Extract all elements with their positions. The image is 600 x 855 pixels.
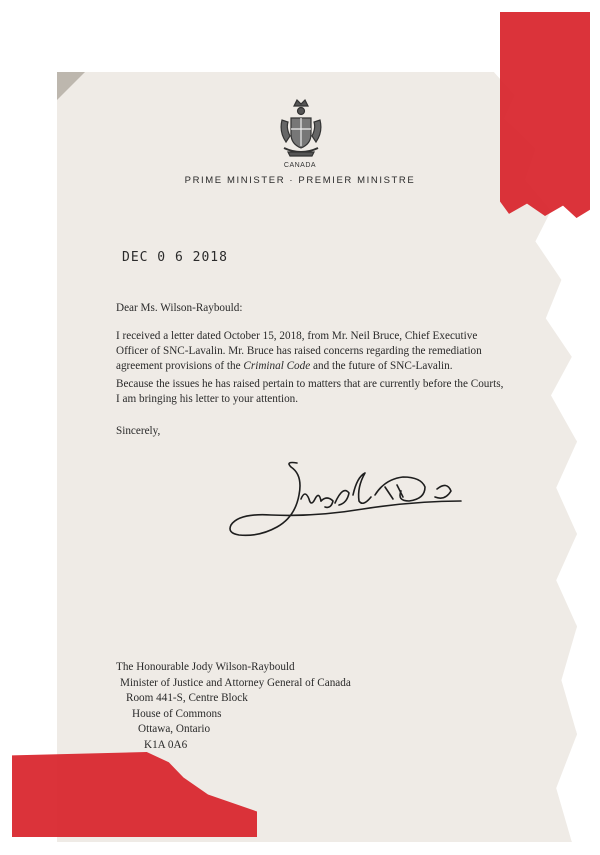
red-tape-top — [500, 12, 590, 218]
address-line-4: House of Commons — [132, 707, 222, 720]
criminal-code-italic: Criminal Code — [243, 360, 311, 372]
address-line-2: Minister of Justice and Attorney General of Canada — [120, 676, 351, 689]
handwritten-signature — [225, 455, 470, 550]
crest-caption: CANADA — [283, 162, 317, 169]
salutation: Dear Ms. Wilson-Raybould: — [116, 302, 243, 314]
paragraph1-text-b: and the future of SNC-Lavalin. — [310, 360, 453, 372]
address-line-5: Ottawa, Ontario — [138, 723, 211, 735]
address-line-3: Room 441-S, Centre Block — [126, 692, 248, 704]
address-line-6: K1A 0A6 — [144, 738, 188, 751]
canada-coat-of-arms-icon — [276, 96, 326, 162]
letterhead-office: PRIME MINISTER · PREMIER MINISTRE — [184, 175, 416, 186]
body-paragraph-1 — [116, 329, 506, 374]
date-stamp: DEC 0 6 2018 — [122, 250, 228, 265]
recipient-address — [116, 660, 351, 753]
paragraph1-text-a: I received a letter dated October 15, 2018, from Mr. Neil Bruce, Chief Executive Officer of SNC-Lavalin. Mr. Bruce has raised concerns regarding the remediation agreement provisions of the — [116, 330, 482, 372]
body-paragraph-2: Because the issues he has raised pertain to matters that are currently before the Courts, I am bringing his letter to your attention. — [116, 378, 504, 405]
closing: Sincerely, — [116, 425, 161, 437]
address-line-1: The Honourable Jody Wilson-Raybould — [116, 661, 295, 673]
